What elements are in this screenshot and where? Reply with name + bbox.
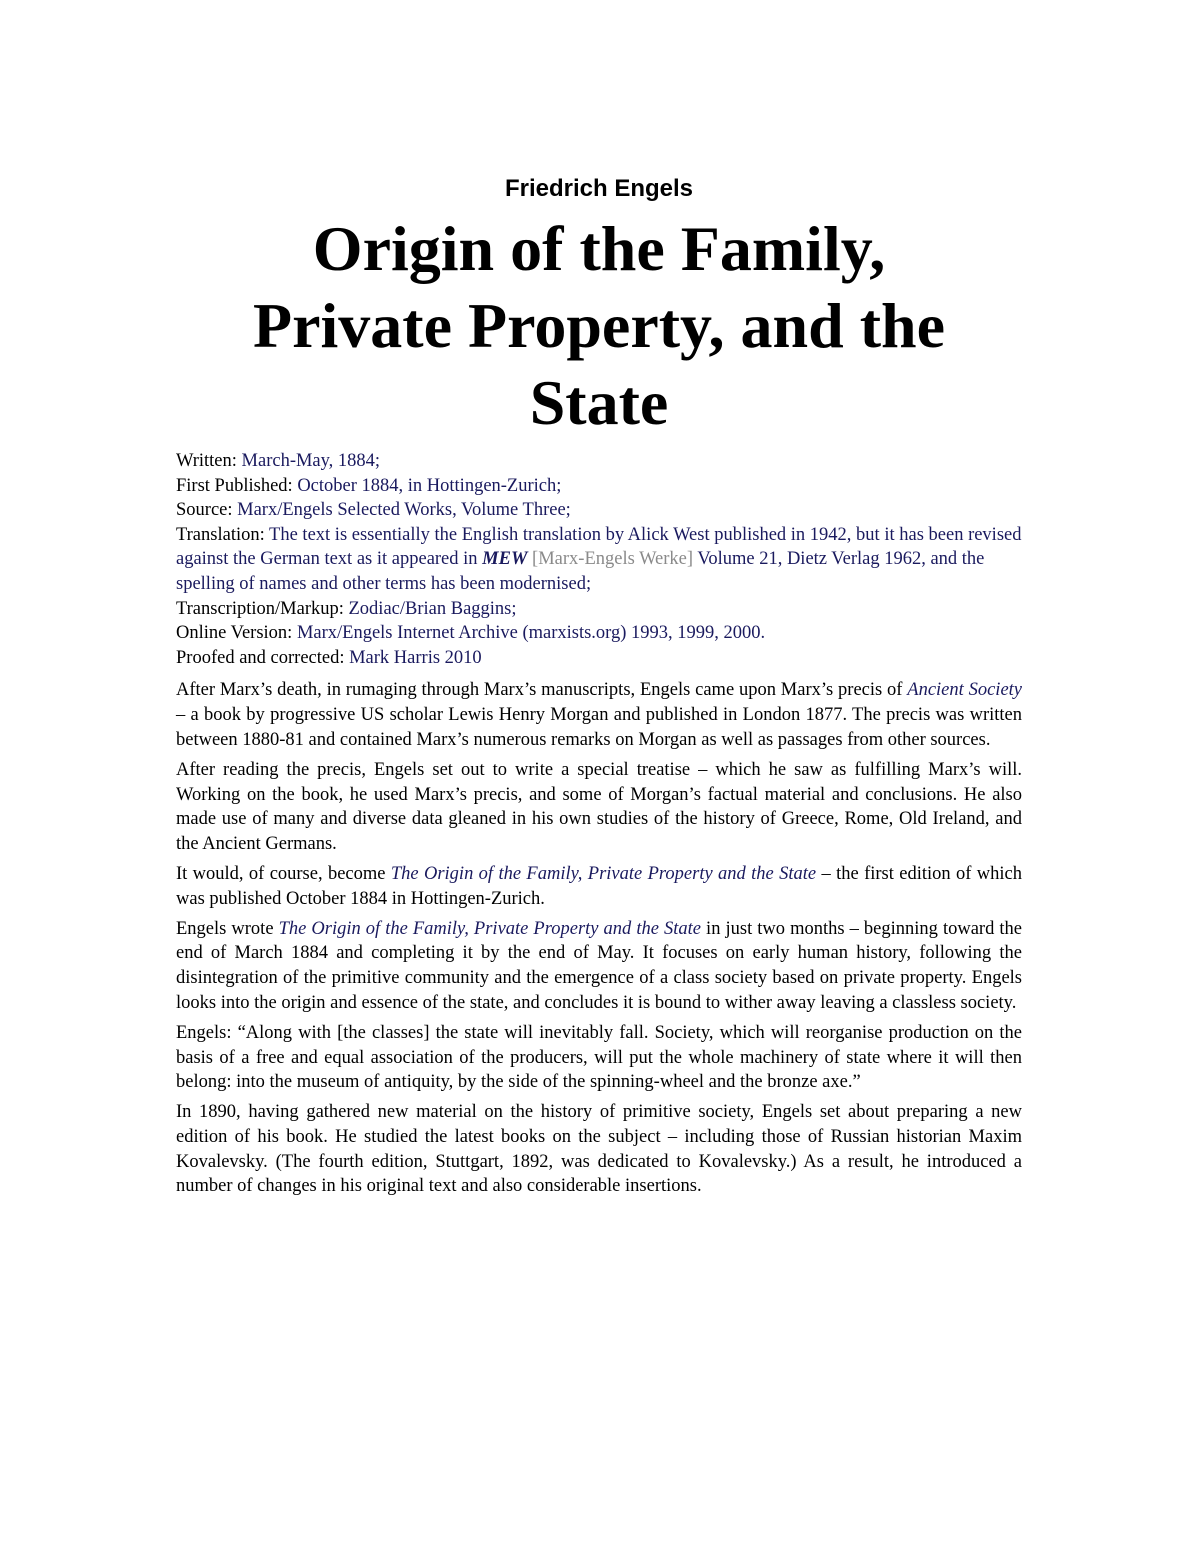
paragraph-3-text-b: – the first edition of which was published October 1884 in Hottingen-Zurich. xyxy=(176,863,1022,909)
paragraph-1-text-a: After Marx’s death, in rumaging through Marx’s manuscripts, Engels came upon Marx’s precis of xyxy=(176,680,908,701)
paragraph-2: After reading the precis, Engels set out to write a special treatise – which he saw as fulfilling Marx’s will. Working on the book, he used Marx’s precis, and some of Morgan’s factual material and conclusions. He also made use of many and diverse data gleaned in his own studies of the history of Greece, Rome, Old Ireland, and the Ancient Germans. xyxy=(176,759,1022,855)
paragraph-4 xyxy=(176,917,1022,1016)
meta-translation-value-1: The text is essentially the English translation by Alick West published in 1942, but it has been revised against the German text as it appeared in xyxy=(176,524,1022,570)
paragraph-1 xyxy=(176,678,1022,752)
meta-written-label: Written: xyxy=(176,451,242,471)
meta-transcription-value: Zodiac/Brian Baggins; xyxy=(348,598,517,619)
paragraph-6: In 1890, having gathered new material on the history of primitive society, Engels set about preparing a new edition of his book. He studied the latest books on the subject – including those of Russian historian Maxim Kovalevsky. (The fourth edition, Stuttgart, 1892, was dedicated to Kovalevsky.) As a result, he introduced a number of changes in his original text and also considerable insertions. xyxy=(176,1102,1022,1197)
meta-published-label: First Published: xyxy=(176,475,298,496)
meta-proofed-value: Mark Harris 2010 xyxy=(349,647,482,668)
document-page xyxy=(176,172,1022,1204)
meta-transcription xyxy=(176,597,1022,622)
mew-link[interactable]: MEW xyxy=(482,549,528,570)
title-line-2: Private Property, and the xyxy=(252,290,946,361)
meta-proofed-label: Proofed and corrected: xyxy=(176,647,350,668)
meta-online xyxy=(176,621,1022,646)
paragraph-4-text-b: in just two months – beginning toward the end of March 1884 and completing it by the end of May. It focuses on early human history, following the disintegration of the primitive community and the emergence of a class society based on private property. Engels looks into the origin and essence of the state, and concludes it is bound to wither away leaving a classless society. xyxy=(176,918,1022,1013)
document-metadata xyxy=(176,449,1022,670)
paragraph-4-text-a: Engels wrote xyxy=(176,918,279,939)
meta-translation-label: Translation: xyxy=(176,524,270,545)
meta-online-label: Online Version: xyxy=(176,623,297,644)
title-line-1: Origin of the Family, xyxy=(312,213,886,284)
origin-of-family-link-2[interactable]: The Origin of the Family, Private Property and the State xyxy=(278,918,701,939)
meta-written xyxy=(176,449,1022,474)
meta-translation xyxy=(176,523,1022,597)
meta-online-value: Marx/Engels Internet Archive (marxists.org) 1993, 1999, 2000. xyxy=(296,623,766,644)
ancient-society-link[interactable]: Ancient Society xyxy=(907,680,1023,701)
paragraph-1-text-b: – a book by progressive US scholar Lewis Henry Morgan and published in London 1877. The precis was written between 1880-81 and contained Marx’s numerous remarks on Morgan as well as passages from other sources. xyxy=(176,705,1022,750)
meta-translation-value-2: Volume 21, Dietz Verlag 1962, and the spelling of names and other terms has been modernised; xyxy=(176,549,985,594)
meta-source xyxy=(176,498,1022,523)
origin-of-family-link-1[interactable]: The Origin of the Family, Private Property and the State xyxy=(390,863,817,884)
paragraph-3-text-a: It would, of course, become xyxy=(176,863,391,884)
paragraph-3 xyxy=(176,862,1022,912)
page-title xyxy=(176,210,1022,441)
paragraph-5: Engels: “Along with [the classes] the state will inevitably fall. Society, which will reorganise production on the basis of a free and equal association of the producers, will put the whole machinery of state where it will then belong: into the museum of antiquity, by the side of the spinning-wheel and the bronze axe.” xyxy=(176,1022,1022,1093)
meta-published-value: October 1884, in Hottingen-Zurich; xyxy=(297,475,562,496)
meta-transcription-label: Transcription/Markup: xyxy=(176,598,349,619)
meta-proofed xyxy=(176,646,1022,671)
author-heading: Friedrich Engels xyxy=(504,175,694,202)
meta-source-label: Source: xyxy=(176,500,238,521)
title-line-3: State xyxy=(529,367,669,438)
marx-engels-werke-note: [Marx-Engels Werke] xyxy=(527,549,694,570)
meta-published xyxy=(176,474,1022,499)
meta-source-value: Marx/Engels Selected Works, Volume Three; xyxy=(237,500,571,521)
meta-written-value: March-May, 1884; xyxy=(241,451,381,471)
